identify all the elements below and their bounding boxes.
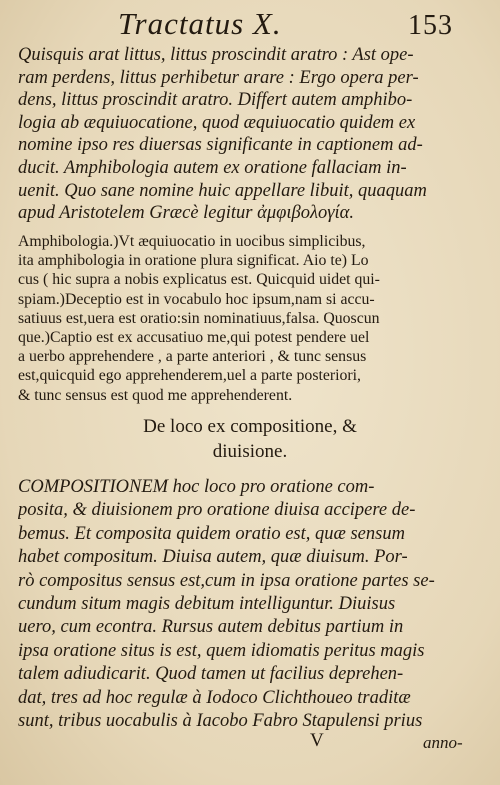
section-text-line: posita, & diuisionem pro oratione diuisa accipere de- [18,500,416,521]
section-text-line: bemus. Et composita quidem oratio est, quæ sensum [18,523,405,544]
commentary-line: que.)Captio est ex accusatiuo me,qui potest pendere uel [18,328,370,346]
commentary-line: spiam.)Deceptio est in vocabulo hoc ipsum,nam si accu- [18,290,375,308]
section-text-line: ipsa oratione situs is est, quem idiomatis peritus magis [18,640,425,661]
commentary-line: & tunc sensus est quod me apprehenderent. [18,386,293,404]
section-heading-line: diuisione. [212,441,288,462]
commentary-line: a uerbo apprehendere , a parte anteriori , & tunc sensus [18,348,367,366]
commentary-line: ita amphibologia in oratione plura significat. Aio te) Lo [18,252,369,270]
section-text-line: uero, cum econtra. Rursus autem debitus partium in [18,617,404,638]
section-text-line: habet compositum. Diuisa autem, quæ diuisum. Por- [18,547,408,568]
commentary-block [18,232,478,405]
catchword: anno- [423,733,463,752]
main-text-line: logia ab æquiuocatione, quod æquiuocatio quidem ex [18,112,416,133]
section-text-block [18,476,478,733]
main-text-block [18,44,478,225]
main-text-line: dens, littus proscindit aratro. Differt autem amphibo- [18,90,413,111]
commentary-line: est,quicquid ego apprehenderem,uel a parte posteriori, [18,367,362,385]
section-heading-line: De loco ex compositione, & [143,416,357,437]
section-heading [0,414,500,464]
section-text-line: sunt, tribus uocabulis à Iacobo Fabro Stapulensi prius [18,710,423,731]
signature-mark: V [310,730,324,751]
section-text-line: dat, tres ad hoc regulæ à Iodoco Clichthoueo traditæ [18,687,411,708]
section-text-line: talem adiudicarit. Quod tamen ut facilius deprehen- [18,664,404,685]
page-number: 153 [408,10,453,41]
section-text-line: cundum situm magis debitum intelliguntur. Diuisus [18,593,396,614]
commentary-line: satiuus est,uera est oratio:sin nominatiuus,falsa. Quoscun [18,309,380,327]
main-text-line: nomine ipso res diuersas significante in captionem ad- [18,135,423,156]
commentary-line: Amphibologia.)Vt æquiuocatio in uocibus simplicibus, [18,233,366,250]
section-text-line: COMPOSITIONEM hoc loco pro oratione com- [18,477,375,497]
section-text-line: rò compositus sensus est,cum in ipsa oratione partes se- [18,570,435,591]
running-title: Tractatus X. [118,6,282,41]
main-text-line: uenit. Quo sane nomine huic appellare libuit, quaquam [18,180,427,201]
main-text-line: ram perdens, littus perhibetur arare : Ergo opera per- [18,67,419,88]
commentary-line: cus ( hic supra a nobis explicatus est. Quicquid uidet qui- [18,271,380,289]
running-head [0,4,500,42]
main-text-line: ducit. Amphibologia autem ex oratione fallaciam in- [18,157,407,178]
main-text-line: apud Aristotelem Græcè legitur ἀμφιβολογία. [18,203,354,224]
main-text-line: Quisquis arat littus, littus proscindit aratro : Ast ope- [18,45,414,65]
